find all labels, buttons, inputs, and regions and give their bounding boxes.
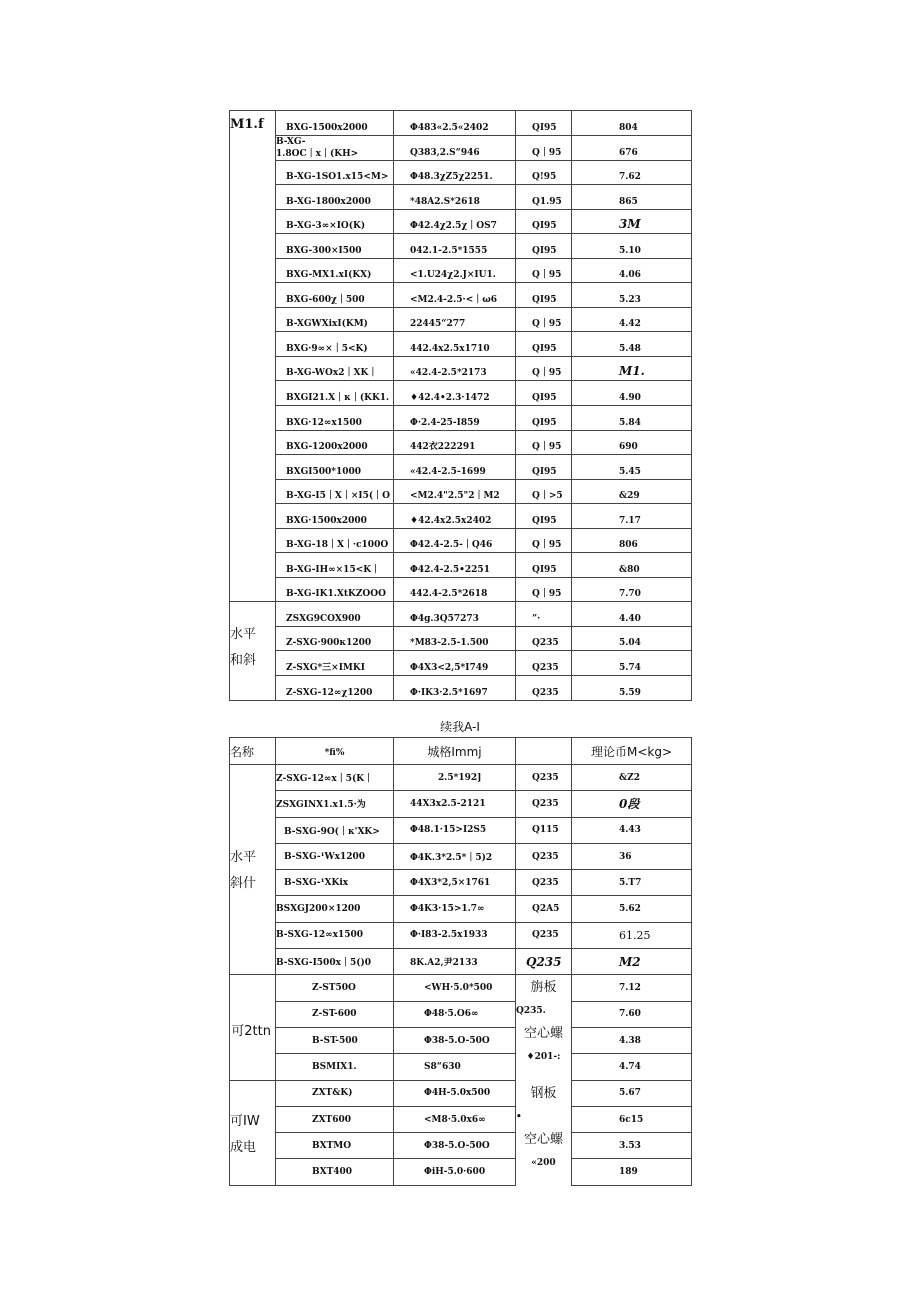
model-cell: ZXT600	[276, 1106, 394, 1132]
material-note: 空心螺	[523, 1026, 563, 1042]
weight-cell: 3M	[572, 209, 692, 234]
material-cell: QI95	[516, 381, 572, 406]
table-row	[230, 843, 692, 869]
model-cell: B-XGWXixI(KM)	[276, 307, 394, 332]
model-cell: Z-ST-600	[276, 1001, 394, 1027]
material-cell: Q235	[516, 791, 572, 817]
group-label	[230, 111, 276, 602]
material-cell: Q235	[516, 676, 572, 701]
model-cell: ZSXG9COX900	[276, 602, 394, 627]
weight-cell: 7.70	[572, 577, 692, 602]
table-row	[230, 870, 692, 896]
model-cell: B-SXG-9O(｜κ'XK>	[276, 817, 394, 843]
spec-cell: Φ·I83-2.5x1933	[394, 922, 516, 948]
weight-cell: 5.59	[572, 676, 692, 701]
table-row	[230, 381, 692, 406]
table-row	[230, 791, 692, 817]
material-note: •	[516, 1112, 522, 1123]
header-material	[516, 738, 572, 765]
material-cell: Q｜95	[516, 356, 572, 381]
weight-cell: 5.T7	[572, 870, 692, 896]
table-row	[230, 676, 692, 701]
model-cell: ZXT&K)	[276, 1080, 394, 1106]
weight-cell: 7.12	[572, 975, 692, 1001]
model-cell: BXG·9∞×｜5<K)	[276, 332, 394, 357]
spec-cell: «42.4-2.5*2173	[394, 356, 516, 381]
table-row	[230, 626, 692, 651]
group-label-line: 成电	[230, 1139, 257, 1155]
model-cell: B-XG-18｜X｜·c100O	[276, 528, 394, 553]
header-model: *fi%	[276, 738, 394, 765]
group-label-line: M1.f	[230, 117, 264, 132]
material-cell: Q｜95	[516, 577, 572, 602]
table-row	[230, 1054, 692, 1080]
header-spec: 城格Immj	[394, 738, 516, 765]
material-cell: Q235	[516, 870, 572, 896]
material-cell: QI95	[516, 406, 572, 431]
material-cell: Q2A5	[516, 896, 572, 922]
spec-cell: Φ4K3·15>1.7∞	[394, 896, 516, 922]
table-row	[230, 307, 692, 332]
material-cell: Q115	[516, 817, 572, 843]
spec-cell: 042.1-2.5*1555	[394, 234, 516, 259]
spec-cell: ΦiH-5.0·600	[394, 1159, 516, 1185]
spec-cell: Φ42.4χ2.5χ｜OS7	[394, 209, 516, 234]
material-cell: QI95	[516, 111, 572, 136]
model-cell: BSMIX1.	[276, 1054, 394, 1080]
spec-cell: Φ42.4-2.5-｜Q46	[394, 528, 516, 553]
table-row	[230, 135, 692, 160]
weight-cell: 7.60	[572, 1001, 692, 1027]
spec-cell: Q383,2.S“946	[394, 135, 516, 160]
table-row	[230, 479, 692, 504]
table-row	[230, 160, 692, 185]
model-cell: Z-SXG*三×IMKI	[276, 651, 394, 676]
spec-cell: 442衣222291	[394, 430, 516, 455]
spec-cell: Φ4X3<2,5*I749	[394, 651, 516, 676]
material-cell: Q235	[516, 843, 572, 869]
table-row	[230, 332, 692, 357]
material-cell: Q235	[516, 949, 572, 975]
weight-cell: 4.90	[572, 381, 692, 406]
weight-cell: M1.	[572, 356, 692, 381]
material-cell: Q235	[516, 651, 572, 676]
group-label-line: 水平	[230, 850, 257, 865]
group-label	[230, 1080, 276, 1185]
spec-cell: ♦42.4x2.5x2402	[394, 504, 516, 529]
weight-cell: 865	[572, 185, 692, 210]
table-row	[230, 1159, 692, 1185]
model-cell: ZSXGINX1.x1.5·为	[276, 791, 394, 817]
weight-cell: 804	[572, 111, 692, 136]
material-note: ♦201-:	[526, 1052, 561, 1063]
material-notes-cell	[516, 975, 572, 1185]
spec-cell: Φ·IK3·2.5*1697	[394, 676, 516, 701]
group-label-line: 和斜	[230, 653, 257, 669]
table-row	[230, 1027, 692, 1053]
material-cell: QI95	[516, 553, 572, 578]
table-row	[230, 896, 692, 922]
weight-cell: 690	[572, 430, 692, 455]
model-cell: BXG-1500x2000	[276, 111, 394, 136]
material-cell: Q｜>5	[516, 479, 572, 504]
spec-cell: Φ42.4-2.5•2251	[394, 553, 516, 578]
spec-cell: *M83-2.5-1.500	[394, 626, 516, 651]
model-cell: Z-SXG-12∞χ1200	[276, 676, 394, 701]
material-cell: Q!95	[516, 160, 572, 185]
spec-cell: Φ4X3*2,5×1761	[394, 870, 516, 896]
model-cell: B-XG-IH∞×15<K｜	[276, 553, 394, 578]
spec-cell: Φ48.3χZ5χ2251.	[394, 160, 516, 185]
model-cell: B-XG-1SO1.x15<M>	[276, 160, 394, 185]
model-cell: B-XG-3∞×IO(K)	[276, 209, 394, 234]
table-row	[230, 949, 692, 975]
weight-cell: 7.17	[572, 504, 692, 529]
spec-cell: 8K.A2,尹2133	[394, 949, 516, 975]
material-cell: Q235	[516, 765, 572, 791]
weight-cell: 4.38	[572, 1027, 692, 1053]
spec-cell: <WH·5.0*500	[394, 975, 516, 1001]
table-row	[230, 258, 692, 283]
weight-cell: &29	[572, 479, 692, 504]
table-row	[230, 817, 692, 843]
table-row	[230, 504, 692, 529]
model-cell: Z-SXG-12∞x｜5(K｜	[276, 765, 394, 791]
model-cell: BSXGJ200×1200	[276, 896, 394, 922]
spec-cell: ♦42.4•2.3·1472	[394, 381, 516, 406]
model-cell: B-XG-WOx2｜XK｜	[276, 356, 394, 381]
table-row	[230, 209, 692, 234]
steel-pipe-spec-table	[229, 110, 692, 701]
spec-cell: «42.4-2.5-1699	[394, 455, 516, 480]
weight-cell: 4.74	[572, 1054, 692, 1080]
weight-cell: 5.48	[572, 332, 692, 357]
material-cell: Q1.95	[516, 185, 572, 210]
material-cell: QI95	[516, 332, 572, 357]
model-cell: BXG-1200x2000	[276, 430, 394, 455]
group-label-line: 斜什	[230, 876, 257, 891]
weight-cell: 5.84	[572, 406, 692, 431]
weight-cell: 4.43	[572, 817, 692, 843]
table-row	[230, 765, 692, 791]
model-cell: B-XG-I5｜X｜×I5(｜O	[276, 479, 394, 504]
model-cell: B-XG-1800x2000	[276, 185, 394, 210]
group-label: 可2ttn	[230, 975, 276, 1080]
model-cell: B-ST-500	[276, 1027, 394, 1053]
material-cell: Q｜95	[516, 135, 572, 160]
table-row	[230, 651, 692, 676]
weight-cell: 806	[572, 528, 692, 553]
spec-cell: 442.4-2.5*2618	[394, 577, 516, 602]
table-row	[230, 283, 692, 308]
weight-cell: 3.53	[572, 1133, 692, 1159]
table-row	[230, 234, 692, 259]
spec-cell: Φ4g.3Q57273	[394, 602, 516, 627]
model-cell: BXG-300×I500	[276, 234, 394, 259]
spec-cell: 442.4x2.5x1710	[394, 332, 516, 357]
model-cell: B-SXG-¹XKix	[276, 870, 394, 896]
weight-cell: 5.67	[572, 1080, 692, 1106]
model-cell: B-XG-IK1.XtKZOOO	[276, 577, 394, 602]
spec-cell: 22445“277	[394, 307, 516, 332]
material-cell: QI95	[516, 234, 572, 259]
table-row	[230, 1106, 692, 1132]
weight-cell: 4.40	[572, 602, 692, 627]
weight-cell: 5.45	[572, 455, 692, 480]
group-label-line: 可IW	[230, 1113, 260, 1129]
header-name: 名称	[230, 738, 276, 765]
spec-cell: <M2.4-2.5·<｜ω6	[394, 283, 516, 308]
weight-cell: 189	[572, 1159, 692, 1185]
spec-cell: Φ48.1·15>I2S5	[394, 817, 516, 843]
spec-cell: <M8·5.0x6∞	[394, 1106, 516, 1132]
material-cell: Q｜95	[516, 307, 572, 332]
model-cell: BXG·12∞x1500	[276, 406, 394, 431]
table-row	[230, 430, 692, 455]
model-cell: BXGI21.X｜κ｜(KK1.	[276, 381, 394, 406]
spec-cell: S8“630	[394, 1054, 516, 1080]
material-cell: QI95	[516, 209, 572, 234]
continued-steel-pipe-spec-table	[229, 737, 692, 1186]
group-label-line: 水平	[230, 627, 257, 643]
weight-cell: 5.04	[572, 626, 692, 651]
weight-cell: 36	[572, 843, 692, 869]
material-cell: ”·	[516, 602, 572, 627]
model-cell: B-XG- 1.8OC｜x｜(KH>	[276, 135, 394, 160]
spec-cell: *48A2.S*2618	[394, 185, 516, 210]
table-row	[230, 1080, 692, 1106]
weight-cell: 6c15	[572, 1106, 692, 1132]
table-row	[230, 528, 692, 553]
model-cell: BXTMO	[276, 1133, 394, 1159]
weight-cell: &Z2	[572, 765, 692, 791]
weight-cell: 5.62	[572, 896, 692, 922]
weight-cell: &80	[572, 553, 692, 578]
weight-cell: 676	[572, 135, 692, 160]
weight-cell: 7.62	[572, 160, 692, 185]
model-cell: B-SXG-12∞x1500	[276, 922, 394, 948]
group-label	[230, 602, 276, 700]
spec-cell: Φ38-5.O-50O	[394, 1133, 516, 1159]
material-cell: Q｜95	[516, 258, 572, 283]
spec-cell: <1.U24χ2.J×IU1.	[394, 258, 516, 283]
table-row	[230, 406, 692, 431]
material-cell: QI95	[516, 455, 572, 480]
spec-cell: <M2.4"2.5"2｜M2	[394, 479, 516, 504]
group-label	[230, 765, 276, 975]
table-row	[230, 975, 692, 1001]
spec-cell: Φ4H-5.0x500	[394, 1080, 516, 1106]
material-note: 空心螺	[523, 1132, 563, 1148]
table-row	[230, 553, 692, 578]
weight-cell: M2	[572, 949, 692, 975]
spec-cell: Φ483«2.5«2402	[394, 111, 516, 136]
material-note: «200	[531, 1158, 556, 1169]
weight-cell: 4.06	[572, 258, 692, 283]
spec-cell: Φ·2.4-25-I859	[394, 406, 516, 431]
model-cell: B-SXG-I500x｜5()0	[276, 949, 394, 975]
weight-cell: 5.10	[572, 234, 692, 259]
continued-table-caption: 续我A-I	[440, 720, 480, 734]
model-cell: BXG-600χ｜500	[276, 283, 394, 308]
weight-cell: 4.42	[572, 307, 692, 332]
table-row	[230, 922, 692, 948]
table-row	[230, 1001, 692, 1027]
table-row	[230, 356, 692, 381]
spec-cell: Φ48·5.O6∞	[394, 1001, 516, 1027]
table-row	[230, 1133, 692, 1159]
table-row	[230, 455, 692, 480]
model-cell: BXG-MX1.xI(KX)	[276, 258, 394, 283]
table-row	[230, 185, 692, 210]
model-cell: BXT400	[276, 1159, 394, 1185]
spec-cell: 2.5*192]	[394, 765, 516, 791]
material-note: Q235.	[516, 1006, 546, 1017]
material-cell: QI95	[516, 504, 572, 529]
weight-cell: 5.23	[572, 283, 692, 308]
material-note: 钢板	[530, 1086, 557, 1102]
material-cell: Q｜95	[516, 528, 572, 553]
model-cell: BXGI500*1000	[276, 455, 394, 480]
weight-cell: 5.74	[572, 651, 692, 676]
spec-cell: 44X3x2.5-2121	[394, 791, 516, 817]
model-cell: Z-SXG·900κ1200	[276, 626, 394, 651]
material-cell: Q235	[516, 626, 572, 651]
table-row	[230, 577, 692, 602]
spec-cell: Φ4K.3*2.5*｜5)2	[394, 843, 516, 869]
weight-cell: 61.25	[572, 922, 692, 948]
material-cell: Q235	[516, 922, 572, 948]
weight-cell: 0段	[572, 791, 692, 817]
model-cell: BXG·1500x2000	[276, 504, 394, 529]
material-cell: Q｜95	[516, 430, 572, 455]
table-row	[230, 602, 692, 627]
material-cell: QI95	[516, 283, 572, 308]
model-cell: B-SXG-¹Wx1200	[276, 843, 394, 869]
model-cell: Z-ST50O	[276, 975, 394, 1001]
table-row	[230, 111, 692, 136]
spec-cell: Φ38-5.O-50O	[394, 1027, 516, 1053]
header-weight: 理论币M<kg>	[572, 738, 692, 765]
material-note: 旃板	[530, 980, 557, 996]
